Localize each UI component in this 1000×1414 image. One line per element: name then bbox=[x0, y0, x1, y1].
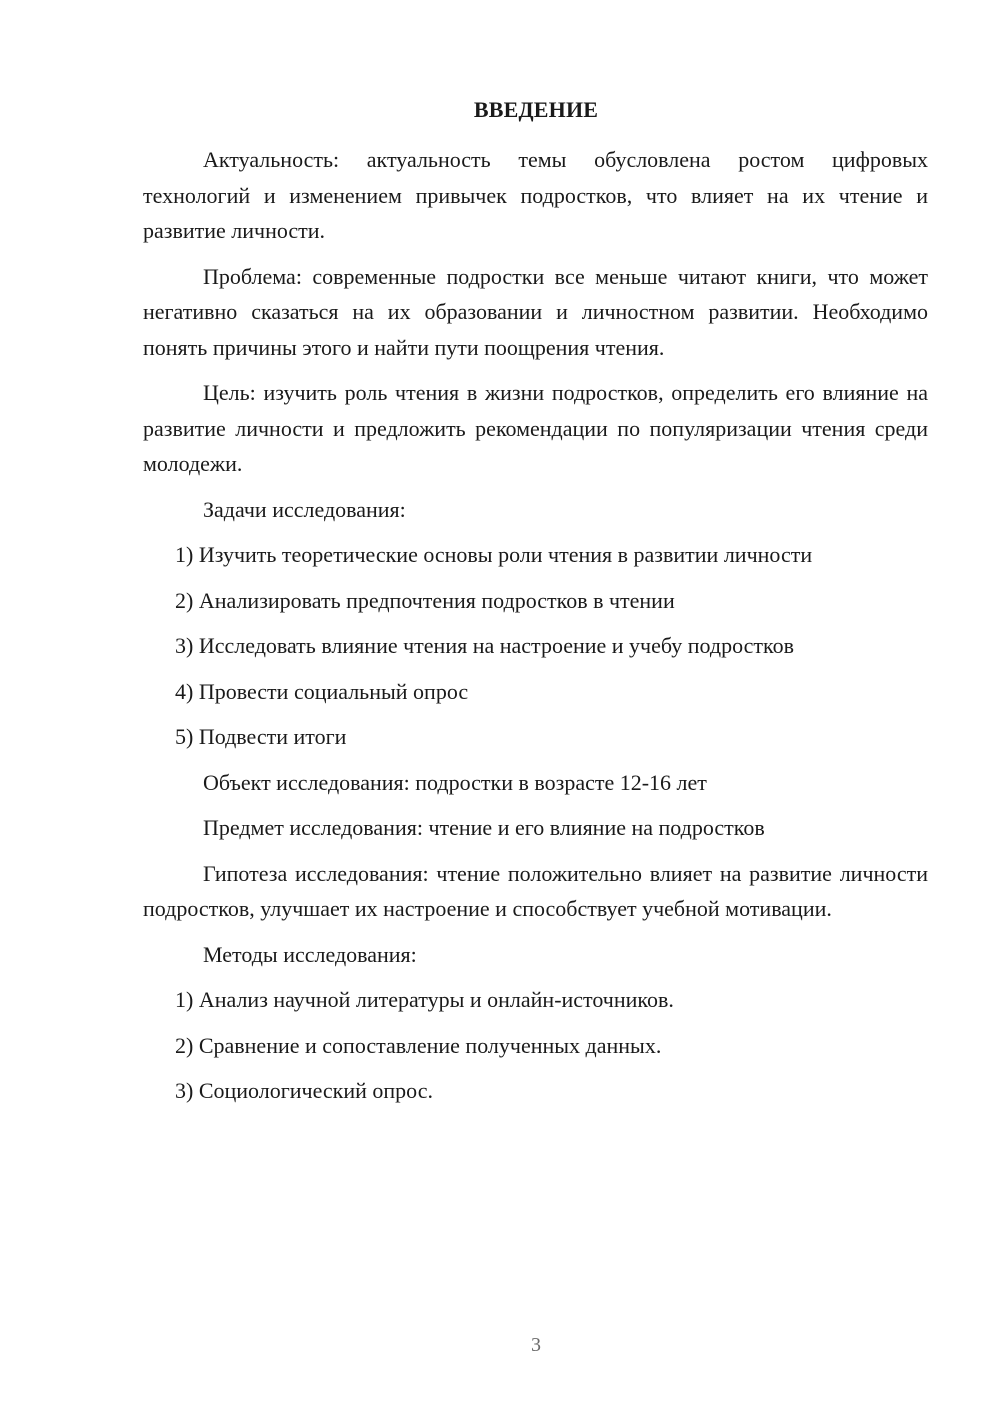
task-item: 3) Исследовать влияние чтения на настроение и учебу подростков bbox=[175, 633, 794, 658]
research-object: Объект исследования: подростки в возрасте 12-16 лет bbox=[203, 769, 707, 795]
methods-heading: Методы исследования: bbox=[203, 941, 417, 967]
research-subject: Предмет исследования: чтение и его влияние на подростков bbox=[203, 815, 765, 840]
method-item: 1) Анализ научной литературы и онлайн-источников. bbox=[175, 987, 674, 1012]
problem-paragraph: Проблема: современные подростки все меньше читают книги, что может негативно сказаться на их образовании и личностном развитии. Необходимо понять причины этого и найти пути поощрения чтения. bbox=[143, 263, 928, 360]
document-body bbox=[143, 142, 928, 1119]
method-item: 2) Сравнение и сопоставление полученных данных. bbox=[175, 1032, 662, 1058]
tasks-heading: Задачи исследования: bbox=[203, 496, 406, 522]
page-title: ВВЕДЕНИЕ bbox=[473, 97, 599, 122]
task-item: 5) Подвести итоги bbox=[175, 724, 347, 749]
relevance-paragraph: Актуальность: актуальность темы обусловлена ростом цифровых технологий и изменением привычек подростков, что влияет на их чтение и развитие личности. bbox=[143, 147, 928, 243]
page-number: 3 bbox=[531, 1334, 541, 1356]
task-item: 4) Провести социальный опрос bbox=[175, 678, 469, 704]
task-item: 2) Анализировать предпочтения подростков в чтении bbox=[175, 587, 675, 613]
method-item: 3) Социологический опрос. bbox=[175, 1078, 433, 1103]
hypothesis-paragraph: Гипотеза исследования: чтение положительно влияет на развитие личности подростков, улучшает их настроение и способствует учебной мотивации. bbox=[143, 860, 928, 921]
goal-paragraph: Цель: изучить роль чтения в жизни подростков, определить его влияние на развитие личности и предложить рекомендации по популяризации чтения среди молодежи. bbox=[143, 380, 928, 476]
task-item: 1) Изучить теоретические основы роли чтения в развитии личности bbox=[175, 542, 813, 567]
